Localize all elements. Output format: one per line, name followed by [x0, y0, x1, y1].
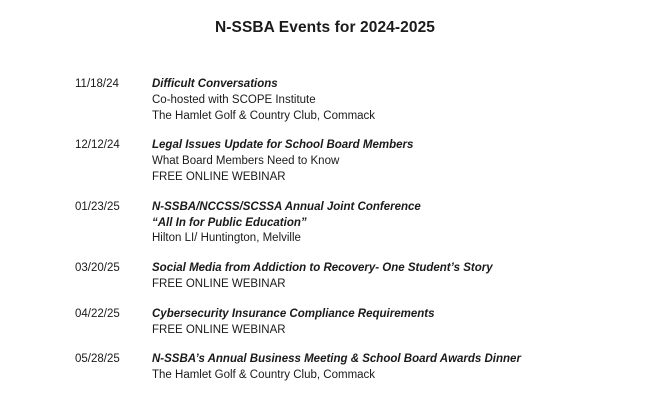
event-subtitle: “All In for Public Education”: [152, 216, 307, 229]
event-title: N-SSBA’s Annual Business Meeting & School Board Awards Dinner: [152, 353, 521, 366]
event-date: 03/20/25: [75, 262, 120, 275]
event-row: [75, 352, 615, 384]
event-detail: FREE ONLINE WEBINAR: [152, 323, 286, 336]
event-row: [75, 138, 615, 185]
event-body: [152, 77, 615, 124]
event-row: [75, 200, 615, 247]
event-title: Legal Issues Update for School Board Members: [152, 139, 414, 152]
event-date: 04/22/25: [75, 307, 120, 320]
event-detail: FREE ONLINE WEBINAR: [152, 170, 286, 183]
event-row: [75, 77, 615, 124]
event-title: Cybersecurity Insurance Compliance Requirements: [152, 307, 435, 320]
event-date: 05/28/25: [75, 353, 120, 366]
event-detail: The Hamlet Golf & Country Club, Commack: [152, 369, 376, 382]
event-title: Social Media from Addiction to Recovery- One Student’s Story: [152, 262, 493, 275]
event-title: N-SSBA/NCCSS/SCSSA Annual Joint Conference: [152, 200, 421, 213]
event-body: [152, 200, 615, 247]
event-date: 12/12/24: [75, 139, 120, 152]
event-detail: The Hamlet Golf & Country Club, Commack: [152, 109, 376, 122]
events-list: [75, 77, 615, 398]
event-body: [152, 261, 615, 293]
event-row: [75, 261, 615, 293]
event-date: 11/18/24: [75, 78, 119, 90]
event-body: [152, 352, 615, 384]
event-row: [75, 307, 615, 339]
document-title: N-SSBA Events for 2024-2025: [214, 19, 436, 36]
event-date: 01/23/25: [75, 200, 120, 213]
event-detail: Co-hosted with SCOPE Institute: [152, 93, 316, 106]
event-detail: Hilton LI/ Huntington, Melville: [152, 232, 301, 245]
event-detail: FREE ONLINE WEBINAR: [152, 277, 286, 290]
event-body: [152, 307, 615, 339]
event-body: [152, 138, 615, 185]
event-title: Difficult Conversations: [152, 78, 278, 90]
event-detail: What Board Members Need to Know: [152, 155, 340, 168]
